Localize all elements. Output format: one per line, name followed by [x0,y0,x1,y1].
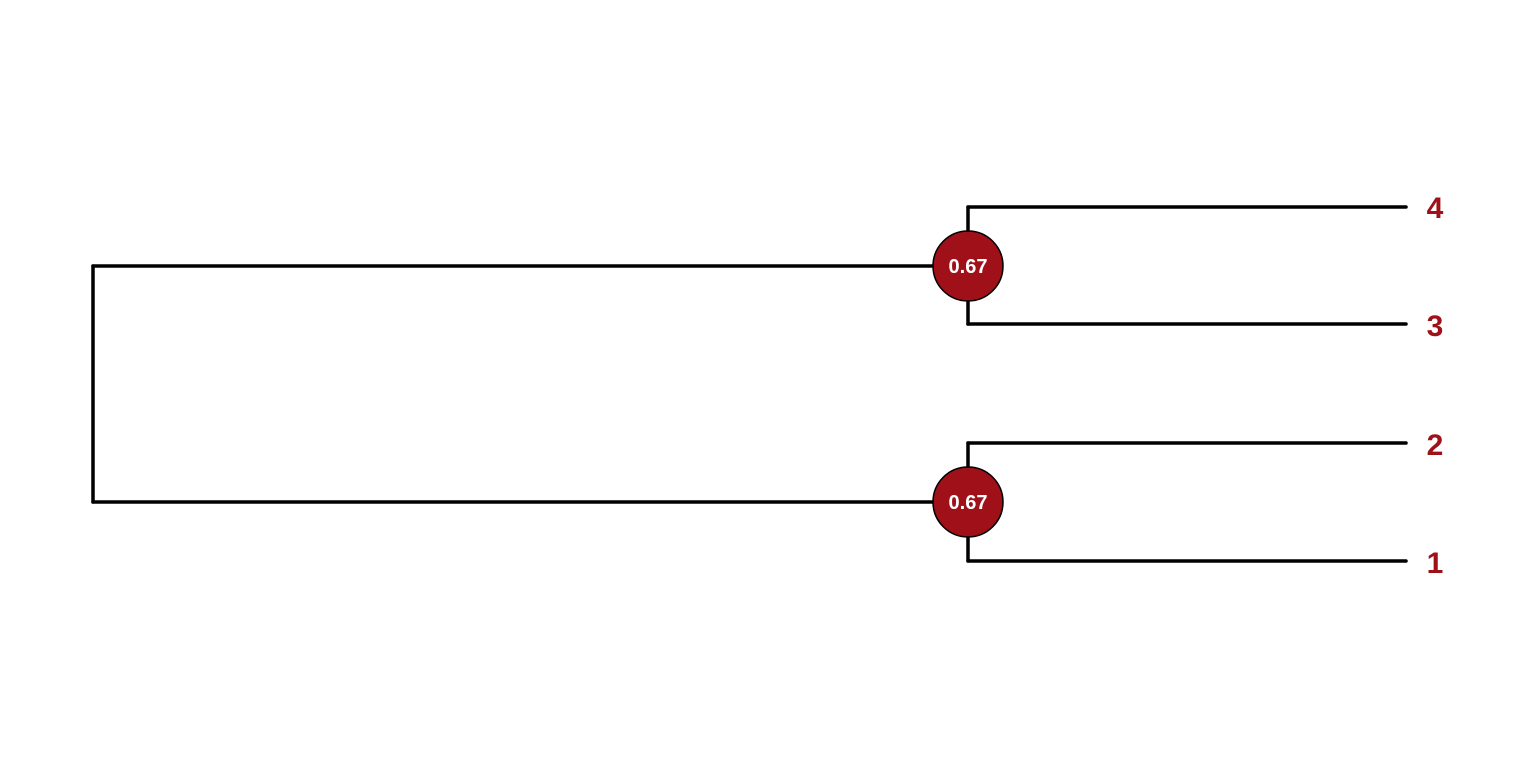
support-node-clade-a [933,231,1003,301]
support-value: 0.67 [948,492,988,514]
tip-label-3: 3 [1426,310,1444,343]
tip-label-2: 2 [1426,429,1444,462]
support-value: 0.67 [948,256,988,278]
tip-label-4: 4 [1426,192,1444,225]
support-node-clade-b [933,467,1003,537]
tip-label-1: 1 [1426,547,1444,580]
